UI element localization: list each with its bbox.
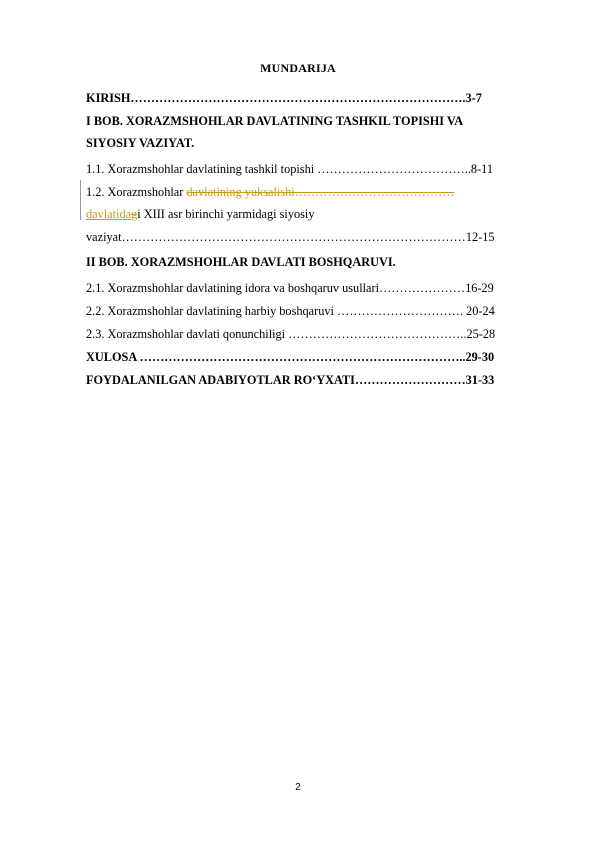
toc-chapter-2-title: II BOB. XORAZMSHOHLAR DAVLATI BOSHQARUVI. — [86, 255, 396, 269]
toc-chapter-1-title: I BOB. XORAZMSHOHLAR DAVLATINING TASHKIL TOPISHI VA — [86, 114, 464, 128]
tracked-deletion: davlatining yuksalishi………………………………… — [186, 185, 455, 199]
toc-entry-1-2 — [86, 184, 546, 200]
toc-entry-2-1: 2.1. Xorazmshohlar davlatining idora va boshqaruv usullari…………………16-29 — [86, 281, 494, 295]
change-bar — [80, 180, 81, 220]
page-number: 2 — [295, 782, 301, 793]
page-title: MUNDARIJA — [260, 61, 336, 75]
toc-entry-1-2-cont — [86, 206, 546, 222]
toc-entry-xulosa: XULOSA ……………………………………………………………………..29-30 — [86, 350, 495, 364]
tracked-insertion: davlatida — [86, 207, 132, 221]
toc-entry-kirish: KIRISH……………………………………………………………………….3-7 — [86, 91, 482, 105]
toc-entry-1-2-rest: i XIII asr birinchi yarmidagi siyosiy — [137, 207, 315, 221]
toc-chapter-1-title-cont: SIYOSIY VAZIYAT. — [86, 136, 195, 150]
toc-entry-1-2-end: vaziyat…………………………………………………………………………12-15 — [86, 230, 495, 244]
toc-entry-2-3: 2.3. Xorazmshohlar davlati qonunchiligi ……………………………………..25-28 — [86, 327, 496, 341]
toc-entry-1-2-prefix: 1.2. Xorazmshohlar — [86, 185, 187, 199]
toc-entry-1-1: 1.1. Xorazmshohlar davlatining tashkil topishi ………………………………..8-11 — [86, 162, 494, 176]
toc-entry-bibliography: FOYDALANILGAN ADABIYOTLAR RO‘YXATI………………………31-33 — [86, 373, 495, 387]
tracked-deletion-char: g — [131, 207, 138, 221]
toc-entry-2-2: 2.2. Xorazmshohlar davlatining harbiy boshqaruvi …………………………. 20-24 — [86, 304, 495, 318]
